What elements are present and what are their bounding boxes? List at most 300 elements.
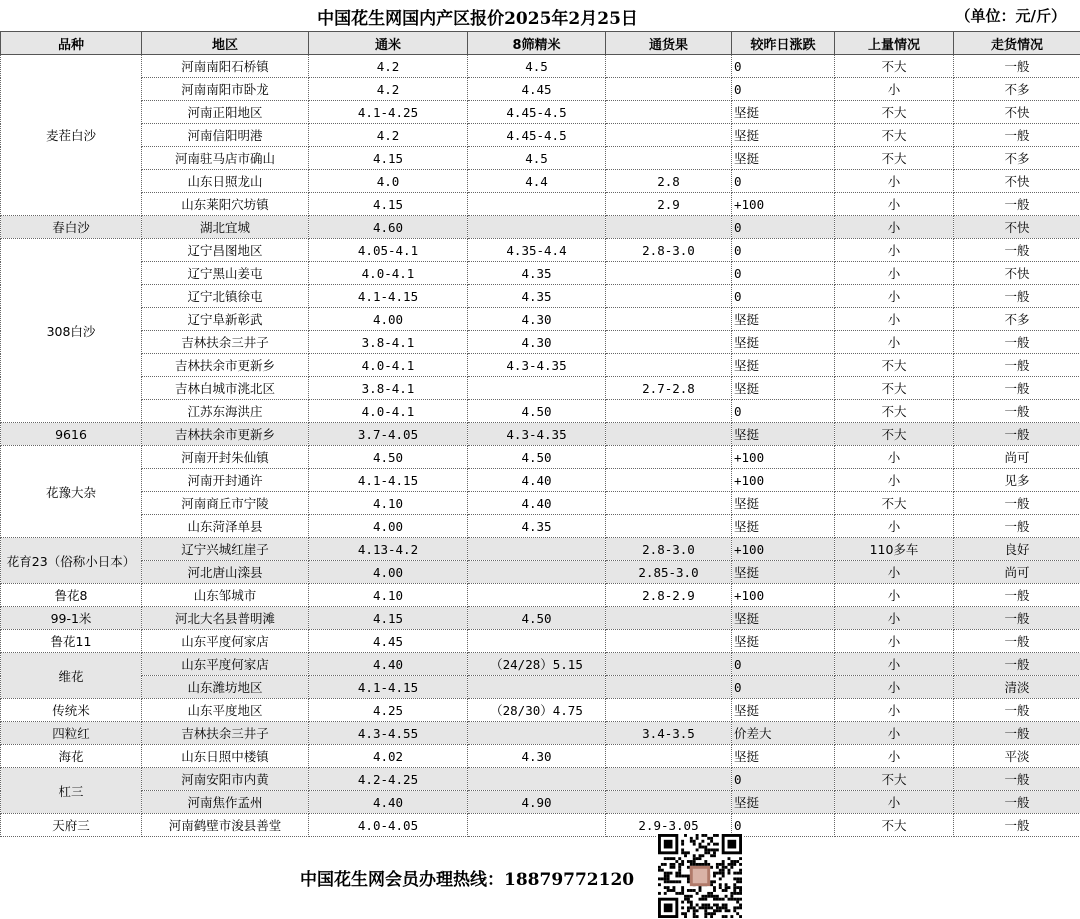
cell-sales: 一般 [954,722,1080,745]
cell-variety: 鲁花11 [1,630,142,653]
cell-jingmi: 4.3-4.35 [468,354,606,377]
table-row [1,676,1080,699]
cell-region: 河南南阳市卧龙 [142,78,309,101]
table-row [1,515,1080,538]
header-row [1,32,1080,55]
cell-region: 吉林扶余市更新乡 [142,423,309,446]
cell-tongmi: 4.0-4.1 [309,262,468,285]
cell-sales: 一般 [954,492,1080,515]
cell-tongguo [606,354,732,377]
cell-jingmi: 4.3-4.35 [468,423,606,446]
cell-tongmi: 4.40 [309,791,468,814]
cell-supply: 小 [835,584,954,607]
cell-tongguo [606,768,732,791]
cell-tongguo: 2.8-3.0 [606,538,732,561]
cell-tongguo [606,262,732,285]
table-row [1,722,1080,745]
cell-jingmi: （28/30）4.75 [468,699,606,722]
cell-tongguo: 2.9-3.05 [606,814,732,837]
cell-change: 0 [732,285,835,308]
cell-jingmi: 4.90 [468,791,606,814]
cell-tongguo [606,515,732,538]
cell-tongmi: 4.2 [309,55,468,78]
cell-change: +100 [732,584,835,607]
cell-tongguo [606,147,732,170]
cell-sales: 一般 [954,331,1080,354]
cell-supply: 不大 [835,354,954,377]
cell-tongguo: 2.8 [606,170,732,193]
cell-change: 价差大 [732,722,835,745]
cell-change: 0 [732,216,835,239]
hotline-text: 中国花生网会员办理热线：18879772120 [300,870,635,890]
cell-sales: 不快 [954,216,1080,239]
cell-tongguo: 3.4-3.5 [606,722,732,745]
cell-sales: 一般 [954,354,1080,377]
cell-region: 山东日照龙山 [142,170,309,193]
cell-supply: 不大 [835,423,954,446]
cell-tongmi: 3.8-4.1 [309,331,468,354]
cell-change: 0 [732,170,835,193]
table-row [1,584,1080,607]
cell-supply: 小 [835,469,954,492]
cell-region: 河北大名县普明滩 [142,607,309,630]
cell-tongmi: 4.10 [309,492,468,515]
table-row [1,653,1080,676]
cell-tongmi: 4.13-4.2 [309,538,468,561]
cell-tongmi: 3.7-4.05 [309,423,468,446]
cell-region: 辽宁北镇徐屯 [142,285,309,308]
cell-region: 河南信阳明港 [142,124,309,147]
table-row [1,124,1080,147]
table-row [1,354,1080,377]
cell-tongmi: 4.2 [309,124,468,147]
cell-jingmi: 4.35-4.4 [468,239,606,262]
cell-tongmi: 4.0-4.05 [309,814,468,837]
cell-variety: 花育23（俗称小日本） [1,538,142,584]
cell-supply: 不大 [835,814,954,837]
table-row [1,538,1080,561]
cell-supply: 不大 [835,400,954,423]
cell-variety: 308白沙 [1,239,142,423]
cell-tongguo [606,101,732,124]
cell-tongmi: 4.00 [309,561,468,584]
cell-tongmi: 4.15 [309,147,468,170]
cell-region: 江苏东海洪庄 [142,400,309,423]
cell-tongmi: 4.10 [309,584,468,607]
cell-region: 吉林扶余市更新乡 [142,354,309,377]
cell-region: 吉林扶余三井子 [142,722,309,745]
cell-change: 0 [732,400,835,423]
cell-change: 坚挺 [732,515,835,538]
cell-jingmi: 4.35 [468,515,606,538]
cell-tongmi: 4.15 [309,193,468,216]
cell-sales: 见多 [954,469,1080,492]
cell-region: 河南商丘市宁陵 [142,492,309,515]
cell-change: 0 [732,768,835,791]
cell-sales: 不多 [954,147,1080,170]
cell-variety: 鲁花8 [1,584,142,607]
cell-supply: 小 [835,653,954,676]
cell-jingmi [468,538,606,561]
cell-change: 坚挺 [732,377,835,400]
cell-sales: 一般 [954,515,1080,538]
cell-jingmi: 4.50 [468,446,606,469]
table-row [1,262,1080,285]
cell-tongguo [606,55,732,78]
cell-tongmi: 4.45 [309,630,468,653]
cell-change: +100 [732,469,835,492]
cell-sales: 一般 [954,584,1080,607]
cell-variety: 四粒红 [1,722,142,745]
cell-tongmi: 4.00 [309,515,468,538]
cell-sales: 尚可 [954,561,1080,584]
cell-jingmi [468,561,606,584]
cell-change: 坚挺 [732,124,835,147]
cell-change: 坚挺 [732,699,835,722]
cell-region: 河南南阳石桥镇 [142,55,309,78]
cell-sales: 清淡 [954,676,1080,699]
cell-sales: 一般 [954,193,1080,216]
cell-tongmi: 4.40 [309,653,468,676]
cell-change: 坚挺 [732,308,835,331]
table-row [1,239,1080,262]
cell-tongguo [606,745,732,768]
cell-jingmi: 4.35 [468,285,606,308]
cell-tongmi: 4.2 [309,78,468,101]
title-bar [0,0,1080,31]
cell-tongguo [606,285,732,308]
table-row [1,561,1080,584]
cell-tongguo: 2.7-2.8 [606,377,732,400]
page-title: 中国花生网国内产区报价2025年2月25日 [317,9,638,29]
cell-jingmi: （24/28）5.15 [468,653,606,676]
cell-sales: 一般 [954,814,1080,837]
cell-supply: 小 [835,515,954,538]
cell-region: 河南开封通许 [142,469,309,492]
table-row [1,768,1080,791]
cell-tongguo: 2.8-2.9 [606,584,732,607]
cell-region: 山东平度地区 [142,699,309,722]
cell-supply: 小 [835,216,954,239]
cell-region: 山东日照中楼镇 [142,745,309,768]
cell-change: 坚挺 [732,630,835,653]
cell-sales: 一般 [954,377,1080,400]
cell-region: 河南焦作孟州 [142,791,309,814]
table-row [1,423,1080,446]
cell-variety: 9616 [1,423,142,446]
cell-tongmi: 4.05-4.1 [309,239,468,262]
cell-supply: 不大 [835,492,954,515]
cell-change: 坚挺 [732,607,835,630]
header-tongmi: 通米 [309,32,468,55]
cell-jingmi: 4.35 [468,262,606,285]
cell-supply: 小 [835,791,954,814]
table-row [1,745,1080,768]
cell-tongguo [606,791,732,814]
cell-tongguo [606,630,732,653]
cell-tongmi: 4.60 [309,216,468,239]
cell-region: 辽宁兴城红崖子 [142,538,309,561]
table-row [1,193,1080,216]
cell-region: 湖北宜城 [142,216,309,239]
table-row [1,791,1080,814]
cell-change: 0 [732,55,835,78]
cell-variety: 传统米 [1,699,142,722]
cell-change: 坚挺 [732,354,835,377]
table-row [1,170,1080,193]
cell-sales: 不快 [954,101,1080,124]
cell-jingmi [468,216,606,239]
cell-region: 河南安阳市内黄 [142,768,309,791]
cell-region: 河南驻马店市确山 [142,147,309,170]
cell-jingmi: 4.30 [468,331,606,354]
cell-sales: 一般 [954,630,1080,653]
cell-supply: 小 [835,630,954,653]
cell-tongguo [606,423,732,446]
cell-sales: 一般 [954,285,1080,308]
cell-supply: 110多车 [835,538,954,561]
cell-supply: 小 [835,170,954,193]
cell-jingmi: 4.30 [468,745,606,768]
cell-tongmi: 4.1-4.15 [309,285,468,308]
cell-supply: 小 [835,262,954,285]
cell-change: +100 [732,193,835,216]
cell-jingmi: 4.40 [468,492,606,515]
table-row [1,101,1080,124]
cell-variety: 杠三 [1,768,142,814]
cell-tongguo [606,78,732,101]
cell-supply: 小 [835,561,954,584]
cell-tongmi: 4.0-4.1 [309,354,468,377]
cell-change: 0 [732,676,835,699]
cell-supply: 小 [835,446,954,469]
cell-tongguo [606,331,732,354]
cell-tongguo: 2.9 [606,193,732,216]
cell-tongguo [606,653,732,676]
header-tongguo: 通货果 [606,32,732,55]
cell-sales: 平淡 [954,745,1080,768]
cell-sales: 一般 [954,699,1080,722]
cell-tongmi: 4.0-4.1 [309,400,468,423]
table-row [1,699,1080,722]
cell-tongguo [606,492,732,515]
cell-supply: 不大 [835,55,954,78]
header-sales: 走货情况 [954,32,1080,55]
cell-tongguo [606,469,732,492]
table-body [1,55,1080,837]
cell-sales: 不快 [954,262,1080,285]
table-row [1,607,1080,630]
cell-jingmi: 4.45 [468,78,606,101]
header-jingmi: 8筛精米 [468,32,606,55]
cell-tongmi: 4.2-4.25 [309,768,468,791]
table-row [1,308,1080,331]
cell-change: 坚挺 [732,423,835,446]
cell-variety: 99-1米 [1,607,142,630]
cell-region: 山东潍坊地区 [142,676,309,699]
cell-supply: 小 [835,193,954,216]
cell-tongmi: 4.0 [309,170,468,193]
cell-change: 坚挺 [732,331,835,354]
cell-tongmi: 4.02 [309,745,468,768]
cell-change: +100 [732,538,835,561]
cell-change: 坚挺 [732,561,835,584]
cell-variety: 春白沙 [1,216,142,239]
cell-tongguo [606,699,732,722]
table-row [1,285,1080,308]
header-change: 较昨日涨跌 [732,32,835,55]
cell-jingmi: 4.45-4.5 [468,101,606,124]
cell-tongguo [606,216,732,239]
cell-jingmi [468,676,606,699]
cell-tongmi: 4.3-4.55 [309,722,468,745]
cell-supply: 小 [835,78,954,101]
cell-supply: 不大 [835,147,954,170]
cell-jingmi: 4.40 [468,469,606,492]
cell-region: 河北唐山滦县 [142,561,309,584]
cell-jingmi [468,584,606,607]
cell-supply: 小 [835,607,954,630]
cell-supply: 小 [835,676,954,699]
price-table [0,31,1080,837]
cell-tongmi: 4.25 [309,699,468,722]
cell-tongguo [606,308,732,331]
cell-sales: 不快 [954,170,1080,193]
cell-region: 辽宁黑山姜屯 [142,262,309,285]
cell-tongguo [606,446,732,469]
table-row [1,469,1080,492]
header-supply: 上量情况 [835,32,954,55]
cell-supply: 小 [835,722,954,745]
cell-change: +100 [732,446,835,469]
unit-label: （单位：元/斤） [955,7,1066,25]
cell-sales: 不多 [954,308,1080,331]
cell-jingmi: 4.5 [468,147,606,170]
cell-jingmi [468,630,606,653]
cell-supply: 不大 [835,124,954,147]
cell-tongmi: 4.1-4.15 [309,676,468,699]
cell-jingmi: 4.30 [468,308,606,331]
cell-region: 山东平度何家店 [142,653,309,676]
table-row [1,630,1080,653]
cell-region: 吉林扶余三井子 [142,331,309,354]
cell-supply: 小 [835,745,954,768]
cell-variety: 花豫大杂 [1,446,142,538]
cell-tongguo [606,124,732,147]
cell-change: 0 [732,239,835,262]
cell-supply: 小 [835,285,954,308]
cell-sales: 一般 [954,607,1080,630]
cell-tongguo: 2.85-3.0 [606,561,732,584]
cell-change: 坚挺 [732,791,835,814]
footer [0,832,1080,919]
cell-jingmi [468,377,606,400]
table-row [1,78,1080,101]
cell-sales: 一般 [954,239,1080,262]
cell-supply: 小 [835,331,954,354]
cell-region: 辽宁昌图地区 [142,239,309,262]
cell-tongmi: 4.50 [309,446,468,469]
cell-region: 山东莱阳穴坊镇 [142,193,309,216]
cell-change: 0 [732,78,835,101]
cell-tongmi: 4.15 [309,607,468,630]
table-row [1,492,1080,515]
cell-region: 山东菏泽单县 [142,515,309,538]
cell-supply: 不大 [835,101,954,124]
cell-sales: 尚可 [954,446,1080,469]
cell-region: 吉林白城市洮北区 [142,377,309,400]
cell-change: 坚挺 [732,492,835,515]
table-row [1,331,1080,354]
cell-tongguo [606,676,732,699]
cell-sales: 一般 [954,768,1080,791]
cell-sales: 一般 [954,400,1080,423]
cell-region: 河南鹤壁市浚县善堂 [142,814,309,837]
cell-supply: 小 [835,699,954,722]
table-row [1,147,1080,170]
qr-code-icon [657,834,743,918]
table-row [1,446,1080,469]
cell-tongguo: 2.8-3.0 [606,239,732,262]
cell-region: 河南开封朱仙镇 [142,446,309,469]
cell-region: 山东邹城市 [142,584,309,607]
cell-tongguo [606,400,732,423]
cell-change: 0 [732,262,835,285]
cell-supply: 不大 [835,377,954,400]
table-row [1,55,1080,78]
cell-jingmi: 4.50 [468,607,606,630]
cell-region: 河南正阳地区 [142,101,309,124]
table-row [1,400,1080,423]
cell-variety: 维花 [1,653,142,699]
cell-tongmi: 3.8-4.1 [309,377,468,400]
cell-jingmi: 4.5 [468,55,606,78]
cell-jingmi: 4.50 [468,400,606,423]
cell-change: 坚挺 [732,745,835,768]
cell-jingmi: 4.4 [468,170,606,193]
cell-jingmi [468,768,606,791]
header-variety: 品种 [1,32,142,55]
cell-supply: 小 [835,239,954,262]
cell-sales: 良好 [954,538,1080,561]
cell-sales: 一般 [954,791,1080,814]
cell-tongguo [606,607,732,630]
cell-jingmi: 4.45-4.5 [468,124,606,147]
cell-change: 0 [732,814,835,837]
cell-jingmi [468,193,606,216]
cell-jingmi [468,722,606,745]
cell-variety: 麦茬白沙 [1,55,142,216]
cell-sales: 一般 [954,55,1080,78]
cell-change: 0 [732,653,835,676]
cell-sales: 一般 [954,653,1080,676]
cell-tongmi: 4.1-4.25 [309,101,468,124]
cell-variety: 天府三 [1,814,142,837]
cell-supply: 小 [835,308,954,331]
cell-region: 山东平度何家店 [142,630,309,653]
cell-tongmi: 4.1-4.15 [309,469,468,492]
table-row [1,377,1080,400]
cell-change: 坚挺 [732,101,835,124]
cell-change: 坚挺 [732,147,835,170]
header-region: 地区 [142,32,309,55]
cell-supply: 不大 [835,768,954,791]
cell-region: 辽宁阜新彰武 [142,308,309,331]
cell-sales: 不多 [954,78,1080,101]
cell-sales: 一般 [954,423,1080,446]
cell-variety: 海花 [1,745,142,768]
cell-sales: 一般 [954,124,1080,147]
